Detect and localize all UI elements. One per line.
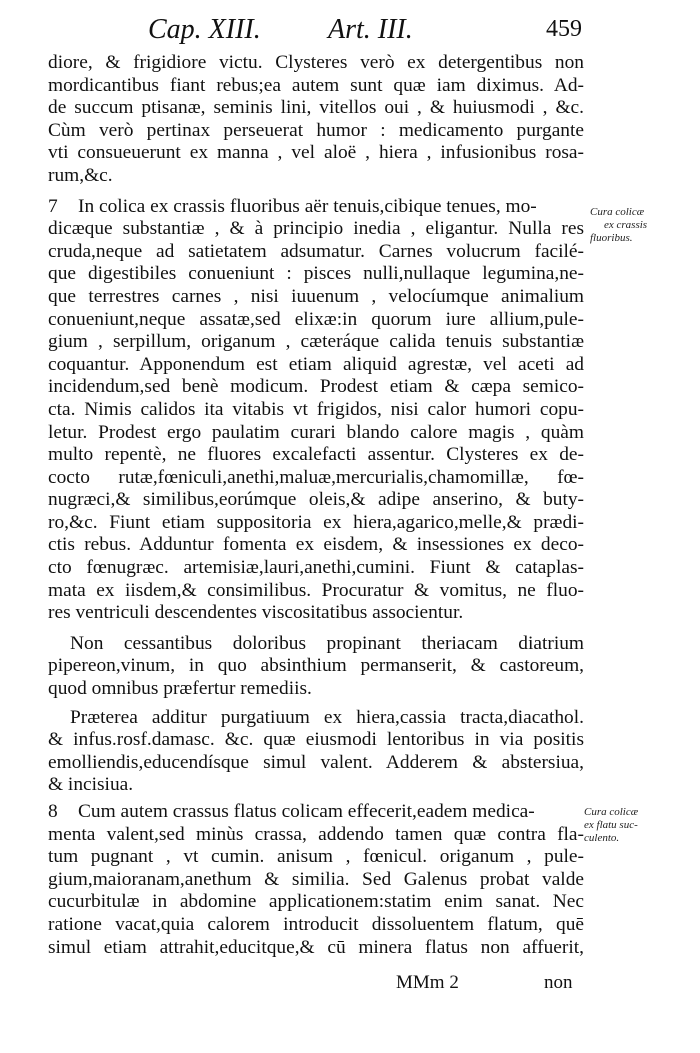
paragraph-theriaca (48, 633, 584, 701)
text-line: pipereon,vinum, in quo absinthium permanserit, & castoreum, (48, 655, 584, 677)
paragraph-continued (48, 52, 584, 188)
margin-note-colica-fluoribus (590, 206, 694, 245)
paragraph-number: 7 (48, 195, 58, 217)
text-line: & infus.rosf.damasc. &c. quæ eiusmodi lentoribus in via positis (48, 729, 584, 751)
text-line: letur. Prodest ergo paulatim curari blando calore magis , quàm (48, 421, 584, 443)
chapter-heading: Cap. XIII. (148, 14, 261, 45)
margin-note-line: Cura colicæ (590, 206, 645, 218)
text-line: mata ex iisdem,& consimilibus. Procuratur & vomitus, ne fluo- (48, 579, 584, 601)
text-line: nugræci,& similibus,eorúmque oleis,& adipe anserino, & buty- (48, 489, 584, 511)
main-text (48, 52, 584, 959)
paragraph-purgatiuum (48, 707, 584, 797)
text-line: dicæque substantiæ , & à principio inedia , eligantur. Nulla res (48, 218, 584, 240)
text-line: cto fœnugræc. artemisiæ,lauri,anethi,cumini. Fiunt & cataplas- (48, 557, 584, 579)
article-heading: Art. III. (328, 14, 413, 45)
text-line: multo repentè, ne fluores excalefacti assentur. Clysteres ex de- (48, 444, 584, 466)
running-head (140, 14, 580, 52)
text-line: ctis rebus. Adduntur fomenta ex eisdem, & insessiones ex deco- (48, 534, 584, 556)
text-line: tum pugnant , vt cumin. anisum , fœnicul. origanum , pule- (48, 846, 584, 868)
text-line: gium,maioranam,anethum & similia. Sed Galenus probat valde (48, 868, 584, 890)
text-line: gium , serpillum, origanum , cæteráque calida tenuis substantiæ (48, 331, 584, 353)
margin-note-line: culento. (584, 832, 620, 844)
text-line: conueniunt,neque assatæ,sed elixæ:in quorum iure allium,pule- (48, 308, 584, 330)
paragraph-7 (48, 196, 584, 625)
paragraph-number: 8 (48, 801, 58, 822)
text-line: res ventriculi descendentes viscositatibus associentur. (48, 602, 464, 624)
text-line: ratione vacat,quia calorem introducit dissoluentem flatum, quē (48, 913, 584, 935)
text-line: que terrestres carnes , nisi iuuenum , velocíumque animalium (48, 285, 584, 307)
text-line: rum,&c. (48, 164, 113, 186)
page-number: 459 (546, 16, 582, 42)
catchword: non (544, 972, 573, 993)
signature-mark: MMm 2 (396, 972, 459, 993)
margin-note-line: Cura colicæ (584, 806, 639, 818)
text-line-content: Cum autem crassus flatus colicam effecerit,eadem medica- (78, 801, 535, 822)
text-line: ro,&c. Fiunt etiam suppositoria ex hiera,agarico,melle,& prædi- (48, 511, 584, 533)
text-line: & incisiua. (48, 774, 134, 796)
margin-note-line: fluoribus. (590, 232, 633, 244)
text-line: cruda,neque ad satietatem adsumatur. Carnes volucrum facilé- (48, 240, 584, 262)
text-line: incidendum,sed benè modicum. Prodest etiam & cæpa semico- (48, 376, 584, 398)
text-line: diore, & frigidiore victu. Clysteres verò ex detergentibus non (48, 52, 584, 73)
text-line: Cùm verò pertinax perseuerat humor : medicamento purgante (48, 119, 584, 141)
text-line: que digestibiles conueniunt : pisces nulli,nullaque legumina,ne- (48, 263, 584, 285)
paragraph-8 (48, 801, 584, 959)
text-line: cocto rutæ,fœniculi,anethi,maluæ,mercurialis,chamomillæ, fœ- (48, 466, 584, 488)
text-line: mordicantibus fiant rebus;ea autem sunt quæ iam diximus. Ad- (48, 74, 584, 96)
text-line: simul etiam attrahit,educitque,& cū minera flatus non affuerit, (48, 936, 584, 958)
margin-note-line: ex flatu suc- (584, 819, 638, 831)
text-line: menta valent,sed minùs crassa, addendo tamen quæ contra fla- (48, 823, 584, 845)
text-line: quod omnibus præfertur remediis. (48, 678, 312, 700)
text-line: cucurbitulæ in abdomine applicationem:statim enim sanat. Nec (48, 891, 584, 913)
text-line: coquantur. Apponendum est etiam aliquid agrestæ, vel aceti ad (48, 353, 584, 375)
text-line (48, 196, 584, 219)
text-line: emolliendis,educendísque simul valent. Adderem & abstersiua, (48, 751, 584, 773)
text-line-content: In colica ex crassis fluoribus aër tenuis,cibique tenues, mo- (78, 195, 537, 217)
text-line: de succum ptisanæ, seminis lini, vitellos oui , & huiusmodi , &c. (48, 97, 584, 119)
margin-note-colica-flatu (584, 806, 696, 845)
margin-note-line: ex crassis (604, 219, 648, 231)
text-line: cta. Nimis calidos ita vitabis vt frigidos, nisi calor humori copu- (48, 398, 584, 420)
text-line (48, 801, 584, 824)
text-line: Non cessantibus doloribus propinant theriacam diatrium (70, 632, 584, 654)
text-line: Præterea additur purgatiuum ex hiera,cassia tracta,diacathol. (70, 706, 584, 728)
text-line: vti consueuerunt ex manna , vel aloë , hiera , infusionibus rosa- (48, 142, 584, 164)
